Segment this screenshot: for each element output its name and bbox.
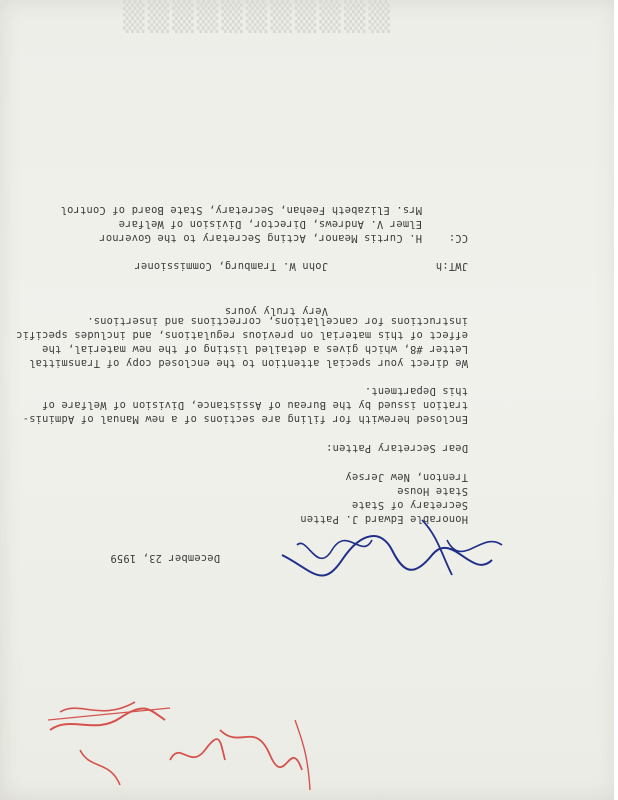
closing-b: Very truly yours bbox=[224, 305, 328, 317]
reference-initials-b: JWT:h bbox=[435, 260, 468, 272]
salutation: Dear Secretary Patten: bbox=[325, 442, 468, 454]
signature bbox=[262, 510, 512, 590]
cc-line-2b: Elmer V. Andrews, Director, Division of Welfare bbox=[118, 218, 422, 230]
signer-name-b: John W. Tramburg, Commissioner bbox=[134, 260, 328, 272]
paragraph2-line-4b: instructions for cancellations, corrections and insertions. bbox=[87, 315, 468, 327]
paragraph1-line-2: tration issued by the Bureau of Assistance, Division of Welfare of bbox=[41, 399, 468, 411]
paragraph2-line-2b: Letter #8, which gives a detailed listing of the new material, the bbox=[41, 343, 468, 355]
paragraph2-line-3b: effect of this material on previous regulations, and includes specific bbox=[16, 329, 468, 341]
cc-label-b: CC: bbox=[448, 232, 468, 244]
red-handwritten-annotations bbox=[40, 660, 320, 800]
addressee-line-1: Honorable Edward J. Patten bbox=[300, 513, 468, 525]
addressee-line-2: Secretary of State bbox=[351, 499, 468, 511]
letter-date: December 23, 1959 bbox=[110, 552, 220, 564]
cc-line-1b: H. Curtis Meanor, Acting Secretary to the Governor bbox=[99, 232, 422, 244]
letterhead-bleed-through: ▒▒▒▒▒▒▒▒▒▒▒ bbox=[120, 0, 390, 33]
paragraph1-line-1: Enclosed herewith for filing are sections of a new Manual of Adminis- bbox=[22, 413, 468, 425]
paragraph1-line-3: this Department. bbox=[364, 385, 468, 397]
cc-line-3b: Mrs. Elizabeth Feehan, Secretary, State Board of Control bbox=[60, 204, 422, 216]
paragraph2-line-1: We direct your special attention to the enclosed copy of Transmittal bbox=[29, 357, 468, 369]
addressee-line-3: State House bbox=[396, 485, 468, 497]
addressee-line-4: Trenton, New Jersey bbox=[345, 471, 468, 483]
